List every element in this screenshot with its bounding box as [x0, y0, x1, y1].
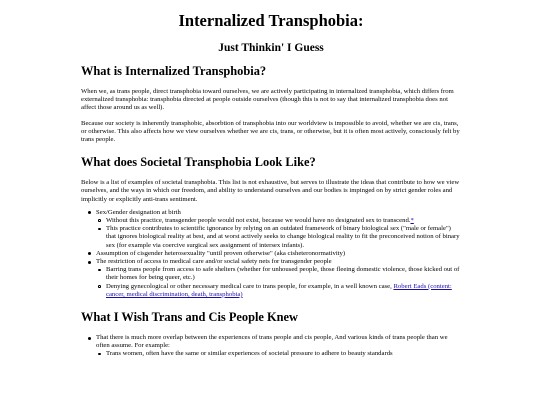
sub-list — [96, 266, 461, 299]
sub-list-item — [96, 283, 461, 299]
list-item-text: That there is much more overlap between the experiences of trans people and cis people, And various kinds of trans people than we often assume. For example: — [96, 334, 448, 350]
sub-list-item — [96, 217, 461, 225]
section-heading-societal: What does Societal Transphobia Look Like? — [81, 155, 316, 170]
list-item — [81, 209, 461, 250]
list-item-text: Barring trans people from access to safe shelters (whether for unhoused people, those fleeing domestic violence, those kicked out of their homes for being queer, etc.) — [106, 266, 460, 282]
list-item-text: Denying gynecological or other necessary medical care to trans people, for example, in a well known case, — [106, 282, 392, 290]
wish-list — [81, 334, 461, 359]
sub-list-item — [96, 225, 461, 250]
list-item-text: Sex/Gender designation at birth — [96, 208, 181, 216]
page-subtitle: Just Thinkin' I Guess — [218, 42, 324, 54]
sub-list-item — [96, 350, 461, 358]
article — [81, 0, 461, 359]
examples-list — [81, 209, 461, 299]
list-item-text: Trans women, often have the same or similar experiences of societal pressure to adhere to beauty standards — [106, 350, 393, 358]
sub-list — [96, 350, 461, 358]
list-item — [81, 258, 461, 299]
sub-list-item — [96, 266, 461, 282]
list-item-text: This practice contributes to scientific ignorance by relying on an outdated framework of binary biological sex ("male or female") that ignores biological reality at best, and at worst actively seeks to change biological reality to fit the preconceived notion of binary sex (for example via coercive surgical sex assignment of intersex infants). — [106, 225, 460, 249]
list-item-text: The restriction of access to medical care and/or social safety nets for transgender people — [96, 258, 332, 266]
list-item — [81, 334, 461, 359]
list-item-text: Without this practice, transgender people would not exist, because we would have no designated sex to transcend. — [106, 217, 411, 225]
page-title: Internalized Transphobia: — [178, 11, 364, 30]
sub-list — [96, 217, 461, 250]
robert-eads-link[interactable]: Robert Eads (content: cancer, medical discrimination, death, transphobia) — [106, 282, 452, 298]
paragraph: Because our society is inherently transphobic, absorbtion of transphobia into our worldview is impossible to avoid, whether we are cis, trans, or otherwise. This also affects how we view ourselves whether we are cis, trans, or otherwise, but it is often most actively, consciously felt by trans people. — [81, 119, 460, 144]
paragraph: When we, as trans people, direct transphobia toward ourselves, we are actively participating in internalized transphobia, which differs from externalized transphobia: transphobia directed at people outside ourselves (though this is not to say that internalized transphobia does not affect those around us as well). — [81, 88, 454, 112]
section-heading-what-is: What is Internalized Transphobia? — [81, 64, 267, 78]
footnote-link[interactable]: * — [410, 217, 414, 225]
list-item-text: Assumption of cisgender heterosexuality "until proven otherwise" (aka cisheteronormativity) — [96, 249, 346, 257]
list-item — [81, 250, 461, 258]
paragraph: Below is a list of examples of societal transphobia. This list is not exhaustive, but serves to illustrate the ideas that contribute to how we view ourselves, and the ways in which our freedom, and ability to understand ourselves and our bodies is impinged on by strict gender roles and implicitly or explicitly anti-trans sentiment. — [81, 179, 460, 203]
section-heading-what-i-wish: What I Wish Trans and Cis People Knew — [81, 310, 298, 325]
